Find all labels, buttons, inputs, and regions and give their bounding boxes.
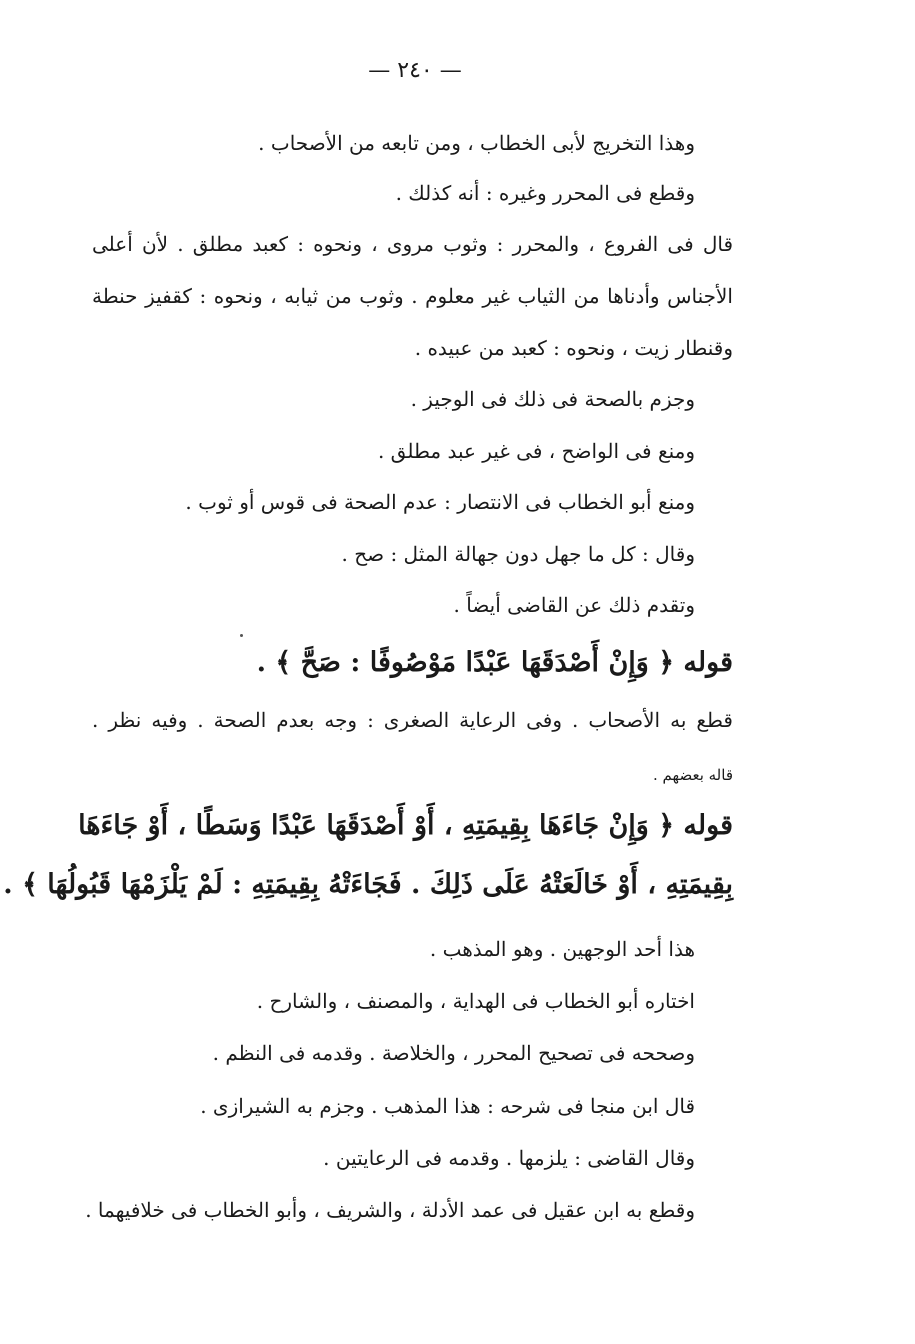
text-line: اختاره أبو الخطاب فى الهداية ، والمصنف ، والشارح . (256, 989, 695, 1013)
text-line: قطع به الأصحاب . وفى الرعاية الصغرى : وجه بعدم الصحة . وفيه نظر . (92, 708, 733, 732)
text-line: وقطع به ابن عقيل فى عمد الأدلة ، والشريف ، وأبو الخطاب فى خلافيهما . (85, 1198, 695, 1222)
text-line: وهذا التخريج لأبى الخطاب ، ومن تابعه من الأصحاب . (258, 131, 695, 155)
text-line: وصححه فى تصحيح المحرر ، والخلاصة . وقدمه فى النظم . (212, 1041, 695, 1065)
text-line: وجزم بالصحة فى ذلك فى الوجيز . (410, 387, 695, 411)
text-line: ومنع فى الواضح ، فى غير عبد مطلق . (377, 439, 695, 463)
page-number: — ٢٤٠ — (368, 58, 462, 83)
print-speck (240, 634, 243, 637)
text-line: وقال القاضى : يلزمها . وقدمه فى الرعايتين . (323, 1146, 695, 1170)
text-line: وتقدم ذلك عن القاضى أيضاً . (453, 593, 695, 617)
text-line: قال فى الفروع ، والمحرر : وثوب مروى ، ونحوه : كعبد مطلق . لأن أعلى (92, 232, 733, 256)
text-line: ومنع أبو الخطاب فى الانتصار : عدم الصحة فى قوس أو ثوب . (185, 490, 695, 514)
text-line: وقطع فى المحرر وغيره : أنه كذلك . (395, 181, 695, 205)
text-line: هذا أحد الوجهين . وهو المذهب . (429, 937, 695, 961)
text-line: قاله بعضهم . (653, 766, 733, 784)
text-line: الأجناس وأدناها من الثياب غير معلوم . وثوب من ثيابه ، ونحوه : كقفيز حنطة (92, 284, 733, 308)
text-line: قال ابن منجا فى شرحه : هذا المذهب . وجزم به الشيرازى . (200, 1094, 695, 1118)
text-line: وقنطار زيت ، ونحوه : كعبد من عبيده . (414, 336, 733, 360)
text-line-heading: قوله ﴿ وَإِنْ جَاءَهَا بِقِيمَتِهِ ، أَوْ أَصْدَقَهَا عَبْدًا وَسَطًا ، أَوْ جَاءَهَا (78, 810, 733, 841)
text-line-heading: قوله ﴿ وَإِنْ أَصْدَقَهَا عَبْدًا مَوْصُوفًا : صَحَّ ﴾ . (256, 647, 733, 678)
text-line-heading: بِقِيمَتِهِ ، أَوْ خَالَعَتْهُ عَلَى ذَلِكَ . فَجَاءَتْهُ بِقِيمَتِهِ : لَمْ يَلْزَمْهَا قَبُولُهَا ﴾ . (3, 869, 733, 900)
text-line: وقال : كل ما جهل دون جهالة المثل : صح . (341, 542, 695, 566)
